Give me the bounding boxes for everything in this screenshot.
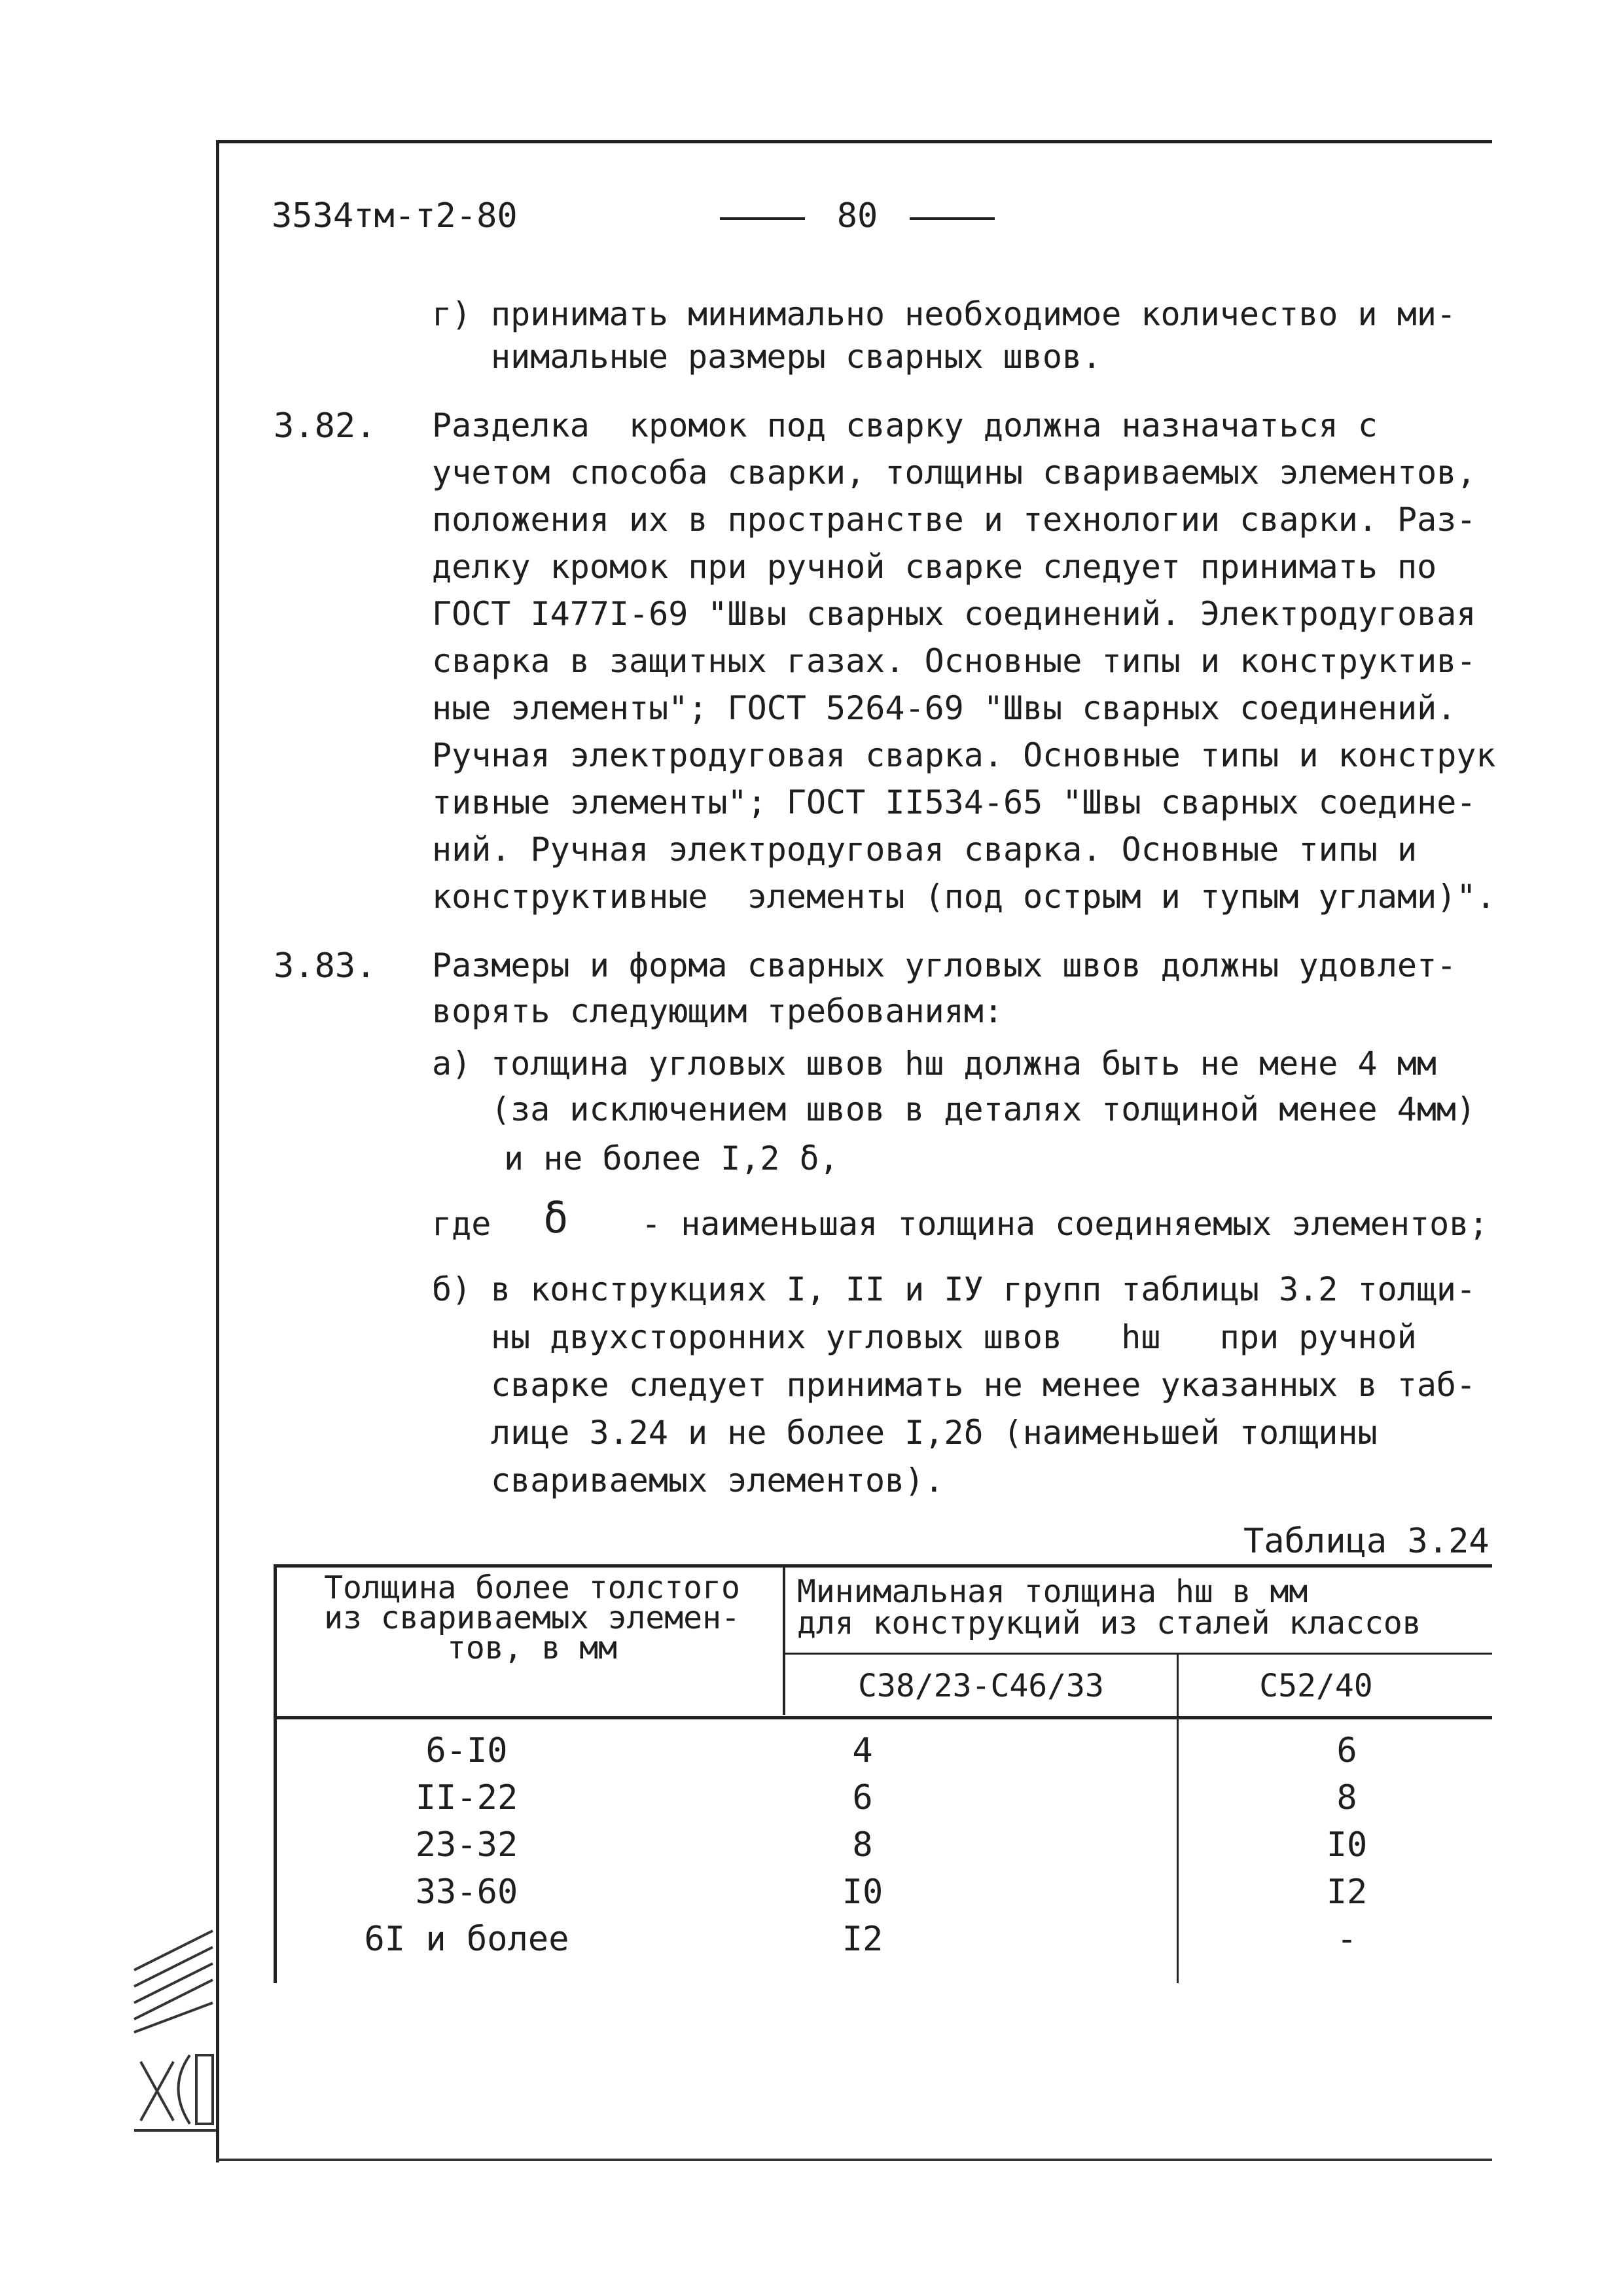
clause-3-82-number: 3.82. xyxy=(274,406,376,446)
thickness-range: 33-60 xyxy=(415,1873,518,1912)
group-header-line-2: для конструкций из сталей классов xyxy=(797,1605,1421,1641)
thickness-range: II-22 xyxy=(415,1778,518,1818)
item-g-label: г) xyxy=(432,295,472,333)
clause-line: делку кромок при ручной сварке следует принимать по xyxy=(432,548,1437,586)
item-b-line-4: лице 3.24 и не более I,2δ (наименьшей толщины xyxy=(491,1414,1378,1452)
min-weld-c38-c46: I0 xyxy=(842,1873,883,1912)
min-weld-c38-c46: I2 xyxy=(842,1920,883,1959)
col1-header-line-3: тов, в мм xyxy=(446,1630,618,1666)
min-weld-c52: - xyxy=(1336,1920,1357,1959)
clause-3-83-number: 3.83. xyxy=(274,946,376,986)
min-weld-c38-c46: 4 xyxy=(852,1731,873,1770)
item-b-label: б) xyxy=(432,1270,472,1308)
min-weld-c52: I2 xyxy=(1326,1873,1368,1912)
min-weld-c52: I0 xyxy=(1326,1825,1368,1865)
clause-line: ные элементы"; ГОСТ 5264-69 "Швы сварных соединений. xyxy=(432,689,1457,727)
min-weld-c52: 6 xyxy=(1336,1731,1357,1770)
clause-line: учетом способа сварки, толщины свариваемых элементов, xyxy=(432,454,1476,492)
where-definition: - наименьшая толщина соединяемых элементов; xyxy=(641,1205,1489,1243)
item-a-line-3: и не более I,2 δ, xyxy=(504,1139,839,1177)
table-row xyxy=(274,1920,1492,1965)
clause-line: ний. Ручная электродуговая сварка. Основные типы и xyxy=(432,831,1418,869)
document-code: 3534тм-т2-80 xyxy=(272,196,518,236)
delta-symbol: δ xyxy=(543,1194,569,1243)
table-caption: Таблица 3.24 xyxy=(1243,1522,1489,1561)
col3-header: С52/40 xyxy=(1259,1668,1373,1704)
min-weld-c52: 8 xyxy=(1336,1778,1357,1818)
col1-header-line-2: из свариваемых элемен- xyxy=(324,1600,740,1636)
clause-3-83-intro-2: ворять следующим требованиям: xyxy=(432,992,1003,1030)
table-header-bottom-rule xyxy=(274,1716,1492,1719)
group-header-line-1: Минимальная толщина hш в мм xyxy=(797,1573,1308,1610)
item-b-line-1: в конструкциях I, II и IУ групп таблицы 3.2 толщи- xyxy=(491,1270,1476,1308)
frame-left-border xyxy=(216,140,219,2162)
item-b-line-3: сварке следует принимать не менее указанных в таб- xyxy=(491,1366,1476,1404)
item-g-line-2: нимальные размеры сварных швов. xyxy=(491,338,1102,376)
archive-stamp-mark xyxy=(128,1924,219,2140)
item-a-line-2: (за исключением швов в деталях толщиной менее 4мм) xyxy=(491,1090,1476,1128)
clause-line: Разделка кромок под сварку должна назначаться с xyxy=(432,406,1378,444)
min-weld-c38-c46: 8 xyxy=(852,1825,873,1865)
clause-3-83-intro-1: Размеры и форма сварных угловых швов должны удовлет- xyxy=(432,946,1457,984)
min-weld-c38-c46: 6 xyxy=(852,1778,873,1818)
table-row xyxy=(274,1873,1492,1918)
page-number: 80 xyxy=(720,196,995,236)
clause-line: тивные элементы"; ГОСТ II534-65 "Швы сварных соедине- xyxy=(432,783,1476,821)
item-b-line-5: свариваемых элементов). xyxy=(491,1462,944,1499)
col1-header-line-1: Толщина более толстого xyxy=(324,1570,740,1606)
clause-line: Ручная электродуговая сварка. Основные типы и конструк xyxy=(432,736,1496,774)
clause-line: ГОСТ I477I-69 "Швы сварных соединений. Электродуговая xyxy=(432,595,1476,633)
clause-line: конструктивные элементы (под острым и тупым углами)". xyxy=(432,878,1496,916)
clause-line: сварка в защитных газах. Основные типы и конструктив- xyxy=(432,642,1476,680)
thickness-range: 6-I0 xyxy=(425,1731,508,1770)
item-b-line-2: ны двухсторонних угловых швов hш при ручной xyxy=(491,1318,1417,1356)
item-g-line-1: принимать минимально необходимое количество и ми- xyxy=(491,295,1457,333)
frame-top-border xyxy=(216,140,1492,143)
table-row xyxy=(274,1731,1492,1777)
where-word: где xyxy=(432,1205,491,1243)
table-row xyxy=(274,1825,1492,1871)
item-a-line-1: толщина угловых швов hш должна быть не мене 4 мм xyxy=(491,1045,1436,1083)
table-subheader-rule xyxy=(785,1653,1492,1655)
clause-line: положения их в пространстве и технологии сварки. Раз- xyxy=(432,501,1476,539)
table-row xyxy=(274,1778,1492,1824)
frame-bottom-border xyxy=(216,2159,1492,2161)
thickness-range: 6I и более xyxy=(364,1920,569,1959)
thickness-range: 23-32 xyxy=(415,1825,518,1865)
item-a-label: а) xyxy=(432,1045,472,1083)
table-body xyxy=(274,1731,1492,1980)
table-3-24 xyxy=(274,1564,1492,1996)
table-top-rule xyxy=(274,1564,1492,1568)
col2-header: С38/23-С46/33 xyxy=(858,1668,1104,1704)
